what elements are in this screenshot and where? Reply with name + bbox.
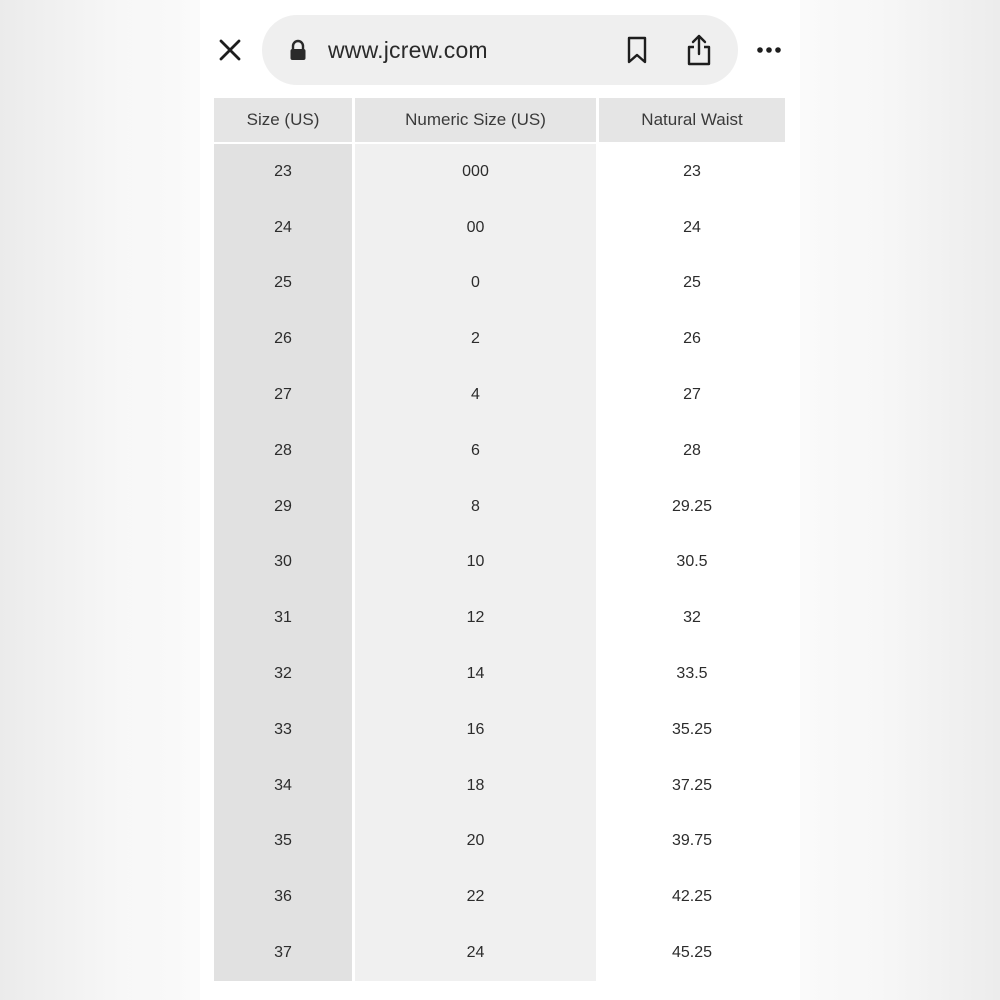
share-icon xyxy=(686,34,712,66)
natural-waist-cell: 27 xyxy=(599,367,785,423)
close-button[interactable] xyxy=(214,34,246,66)
table-row xyxy=(214,590,785,646)
size-cell: 28 xyxy=(214,423,355,479)
natural-waist-cell: 33.5 xyxy=(599,646,785,702)
address-bar[interactable] xyxy=(262,15,738,85)
close-icon xyxy=(219,39,241,61)
size-cell: 29 xyxy=(214,479,355,535)
natural-waist-cell: 42.25 xyxy=(599,869,785,925)
natural-waist-cell: 23 xyxy=(599,144,785,200)
browser-window xyxy=(200,0,800,1000)
natural-waist-cell: 25 xyxy=(599,256,785,312)
table-row xyxy=(214,144,785,200)
share-button[interactable] xyxy=(682,33,716,67)
table-row xyxy=(214,256,785,312)
numeric-size-cell: 22 xyxy=(355,869,599,925)
bookmark-icon xyxy=(626,36,648,64)
table-row xyxy=(214,646,785,702)
column-header-natural-waist: Natural Waist xyxy=(599,98,785,144)
numeric-size-cell: 16 xyxy=(355,702,599,758)
natural-waist-cell: 28 xyxy=(599,423,785,479)
lock-icon xyxy=(288,39,308,61)
url-text: www.jcrew.com xyxy=(328,37,488,63)
column-header-size: Size (US) xyxy=(214,98,355,144)
numeric-size-cell: 24 xyxy=(355,925,599,981)
size-cell: 26 xyxy=(214,311,355,367)
table-row xyxy=(214,925,785,981)
size-cell: 36 xyxy=(214,869,355,925)
table-row xyxy=(214,758,785,814)
natural-waist-cell: 37.25 xyxy=(599,758,785,814)
size-cell: 27 xyxy=(214,367,355,423)
table-row xyxy=(214,423,785,479)
size-cell: 32 xyxy=(214,646,355,702)
natural-waist-cell: 24 xyxy=(599,200,785,256)
numeric-size-cell: 0 xyxy=(355,256,599,312)
size-chart-table xyxy=(214,98,785,981)
size-cell: 35 xyxy=(214,814,355,870)
column-header-numeric-size: Numeric Size (US) xyxy=(355,98,599,144)
numeric-size-cell: 6 xyxy=(355,423,599,479)
numeric-size-cell: 10 xyxy=(355,535,599,591)
natural-waist-cell: 26 xyxy=(599,311,785,367)
table-row xyxy=(214,535,785,591)
table-row xyxy=(214,311,785,367)
table-row xyxy=(214,367,785,423)
natural-waist-cell: 39.75 xyxy=(599,814,785,870)
size-cell: 23 xyxy=(214,144,355,200)
table-row xyxy=(214,814,785,870)
browser-toolbar xyxy=(200,0,800,98)
size-cell: 24 xyxy=(214,200,355,256)
numeric-size-cell: 8 xyxy=(355,479,599,535)
table-row xyxy=(214,869,785,925)
size-cell: 25 xyxy=(214,256,355,312)
numeric-size-cell: 14 xyxy=(355,646,599,702)
numeric-size-cell: 18 xyxy=(355,758,599,814)
table-row xyxy=(214,479,785,535)
size-cell: 37 xyxy=(214,925,355,981)
numeric-size-cell: 4 xyxy=(355,367,599,423)
numeric-size-cell: 00 xyxy=(355,200,599,256)
numeric-size-cell: 20 xyxy=(355,814,599,870)
size-cell: 34 xyxy=(214,758,355,814)
size-cell: 31 xyxy=(214,590,355,646)
table-header-row xyxy=(214,98,785,144)
numeric-size-cell: 12 xyxy=(355,590,599,646)
natural-waist-cell: 35.25 xyxy=(599,702,785,758)
bookmark-button[interactable] xyxy=(622,35,652,65)
natural-waist-cell: 29.25 xyxy=(599,479,785,535)
table-row xyxy=(214,702,785,758)
more-icon xyxy=(756,46,782,54)
natural-waist-cell: 32 xyxy=(599,590,785,646)
table-row xyxy=(214,200,785,256)
natural-waist-cell: 30.5 xyxy=(599,535,785,591)
size-cell: 30 xyxy=(214,535,355,591)
numeric-size-cell: 2 xyxy=(355,311,599,367)
numeric-size-cell: 000 xyxy=(355,144,599,200)
more-options-button[interactable] xyxy=(752,34,786,66)
table-body xyxy=(214,144,785,981)
size-cell: 33 xyxy=(214,702,355,758)
natural-waist-cell: 45.25 xyxy=(599,925,785,981)
